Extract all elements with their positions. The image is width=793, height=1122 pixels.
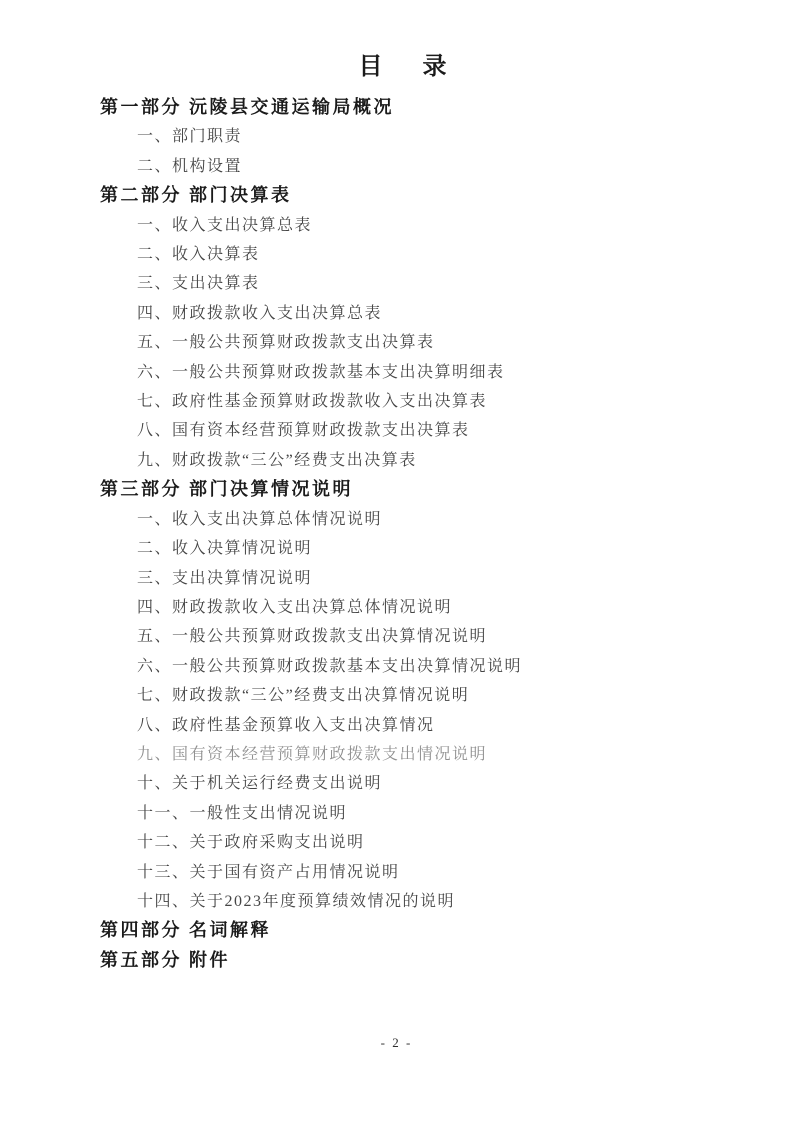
toc-item: 五、一般公共预算财政拨款支出决算表 — [137, 334, 435, 352]
toc-item: 六、一般公共预算财政拨款基本支出决算明细表 — [137, 363, 505, 381]
section-heading: 第三部分 部门决算情况说明 — [100, 479, 353, 500]
section-heading: 第一部分 沅陵县交通运输局概况 — [100, 97, 394, 117]
page-title: 目 录 — [358, 54, 455, 80]
table-of-contents — [100, 93, 743, 975]
toc-item: 四、财政拨款收入支出决算总表 — [137, 304, 383, 322]
toc-item: 二、机构设置 — [137, 157, 243, 175]
toc-item: 一、收入支出决算总体情况说明 — [137, 510, 383, 528]
toc-item: 四、财政拨款收入支出决算总体情况说明 — [137, 598, 453, 616]
section-heading: 第二部分 部门决算表 — [100, 185, 292, 206]
toc-item: 八、国有资本经营预算财政拨款支出决算表 — [137, 422, 470, 440]
section-part-1 — [100, 93, 743, 181]
toc-item: 十、关于机关运行经费支出说明 — [137, 775, 383, 793]
page-number: - 2 - — [380, 1035, 413, 1050]
toc-item: 十四、关于2023年度预算绩效情况的说明 — [137, 892, 456, 910]
section-part-4 — [100, 916, 743, 945]
section-heading: 第五部分 附件 — [100, 949, 230, 970]
toc-item: 九、国有资本经营预算财政拨款支出情况说明 — [137, 745, 488, 763]
toc-item: 一、收入支出决算总表 — [137, 216, 313, 234]
toc-item: 二、收入决算表 — [137, 246, 260, 264]
toc-item: 十二、关于政府采购支出说明 — [137, 834, 365, 852]
toc-item: 七、财政拨款“三公”经费支出决算情况说明 — [137, 687, 470, 705]
toc-item: 三、支出决算情况说明 — [137, 569, 313, 587]
section-part-2 — [100, 181, 743, 475]
toc-item: 七、政府性基金预算财政拨款收入支出决算表 — [137, 393, 488, 411]
toc-item: 十一、一般性支出情况说明 — [137, 804, 348, 822]
toc-item: 八、政府性基金预算收入支出决算情况 — [137, 716, 435, 734]
section-part-5 — [100, 946, 743, 975]
toc-item: 六、一般公共预算财政拨款基本支出决算情况说明 — [137, 657, 523, 675]
section-part-3 — [100, 475, 743, 916]
toc-item: 三、支出决算表 — [137, 275, 260, 293]
toc-item: 九、财政拨款“三公”经费支出决算表 — [137, 451, 417, 469]
toc-item: 二、收入决算情况说明 — [137, 540, 313, 558]
toc-item: 一、部门职责 — [137, 128, 243, 146]
toc-item: 五、一般公共预算财政拨款支出决算情况说明 — [137, 628, 488, 646]
toc-item: 十三、关于国有资产占用情况说明 — [137, 863, 400, 881]
section-heading: 第四部分 名词解释 — [100, 920, 271, 941]
